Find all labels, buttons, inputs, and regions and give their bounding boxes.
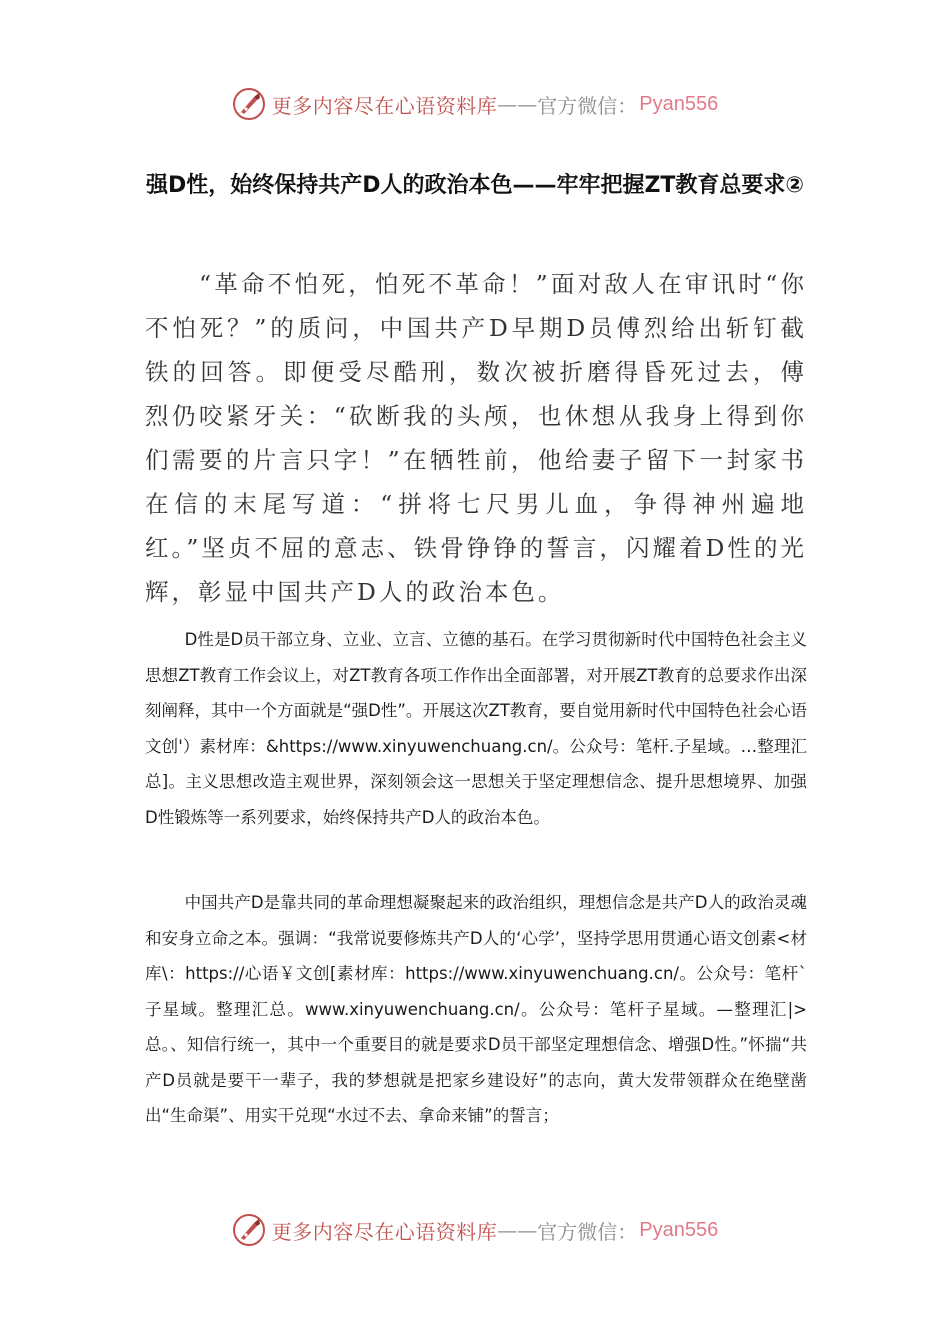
- footer-watermark-banner: [0, 1210, 950, 1250]
- pen-nib-logo-icon: [232, 87, 266, 121]
- header-watermark-banner: [0, 84, 950, 124]
- banner-wechat-id: Pyan556: [639, 1218, 719, 1241]
- banner-dash: ——: [497, 1218, 538, 1242]
- banner-wechat-label: 官方微信：: [537, 1219, 638, 1244]
- banner-wechat-id: Pyan556: [639, 92, 719, 115]
- lead-paragraph: “革命不怕死，怕死不革命！”面对敌人在审讯时“你不怕死？”的质问，中国共产D早期D员傅烈给出斩钉截铁的回答。即便受尽酷刑，数次被折磨得昏死过去，傅烈仍咬紧牙关：“砍断我的头颅，也休想从我身上得到你们需要的片言只字！”在牺牲前，他给妻子留下一封家书在信的末尾写道：“拼将七尺男儿血，争得神州遍地红。”坚贞不屈的意志、铁骨铮铮的誓言，闪耀着D性的光辉，彰显中国共产D人的政治本色。: [145, 270, 807, 606]
- article-title: 强D性，始终保持共产D人的政治本色——牢牢把握ZT教育总要求②: [145, 173, 805, 198]
- banner-main-text: 更多内容尽在心语资料库: [271, 1219, 498, 1244]
- banner-main-text: 更多内容尽在心语资料库: [271, 93, 498, 118]
- body-paragraph-2: D性是D员干部立身、立业、立言、立德的基石。在学习贯彻新时代中国特色社会主义思想ZT教育工作会议上，对ZT教育各项工作作出全面部署，对开展ZT教育的总要求作出深刻阐释，其中一个方面就是“强D性”。开展这次ZT教育，要自觉用新时代中国特色社会心语文创'）素材库：&https://www.xinyuwenchuang.cn/。公众号：笔杆.子星域。…整理汇总]。主义思想改造主观世界，深刻领会这一思想关于坚定理想信念、提升思想境界、加强D性锻炼等一系列要求，始终保持共产D人的政治本色。: [145, 630, 807, 827]
- pen-nib-logo-icon: [232, 1213, 266, 1247]
- body-paragraph-3: 中国共产D是靠共同的革命理想凝聚起来的政治组织，理想信念是共产D人的政治灵魂和安身立命之本。强调：“我常说要修炼共产D人的‘心学’，坚持学思用贯通心语文创素<材库\：https://心语￥文创[素材库：https://www.xinyuwenchuang.cn/。公众号：笔杆`子星域。整理汇总。www.xinyuwenchuang.cn/。公众号：笔杆子星域。—整理汇|>总。、知信行统一，其中一个重要目的就是要求D员干部坚定理想信念、增强D性。”怀揣“共产D员就是要干一辈子，我的梦想就是把家乡建设好”的志向，黄大发带领群众在绝壁凿出“生命渠”、用实干兑现“水过不去、拿命来铺”的誓言；: [145, 893, 807, 1125]
- banner-wechat-label: 官方微信：: [537, 93, 638, 118]
- banner-dash: ——: [497, 92, 538, 116]
